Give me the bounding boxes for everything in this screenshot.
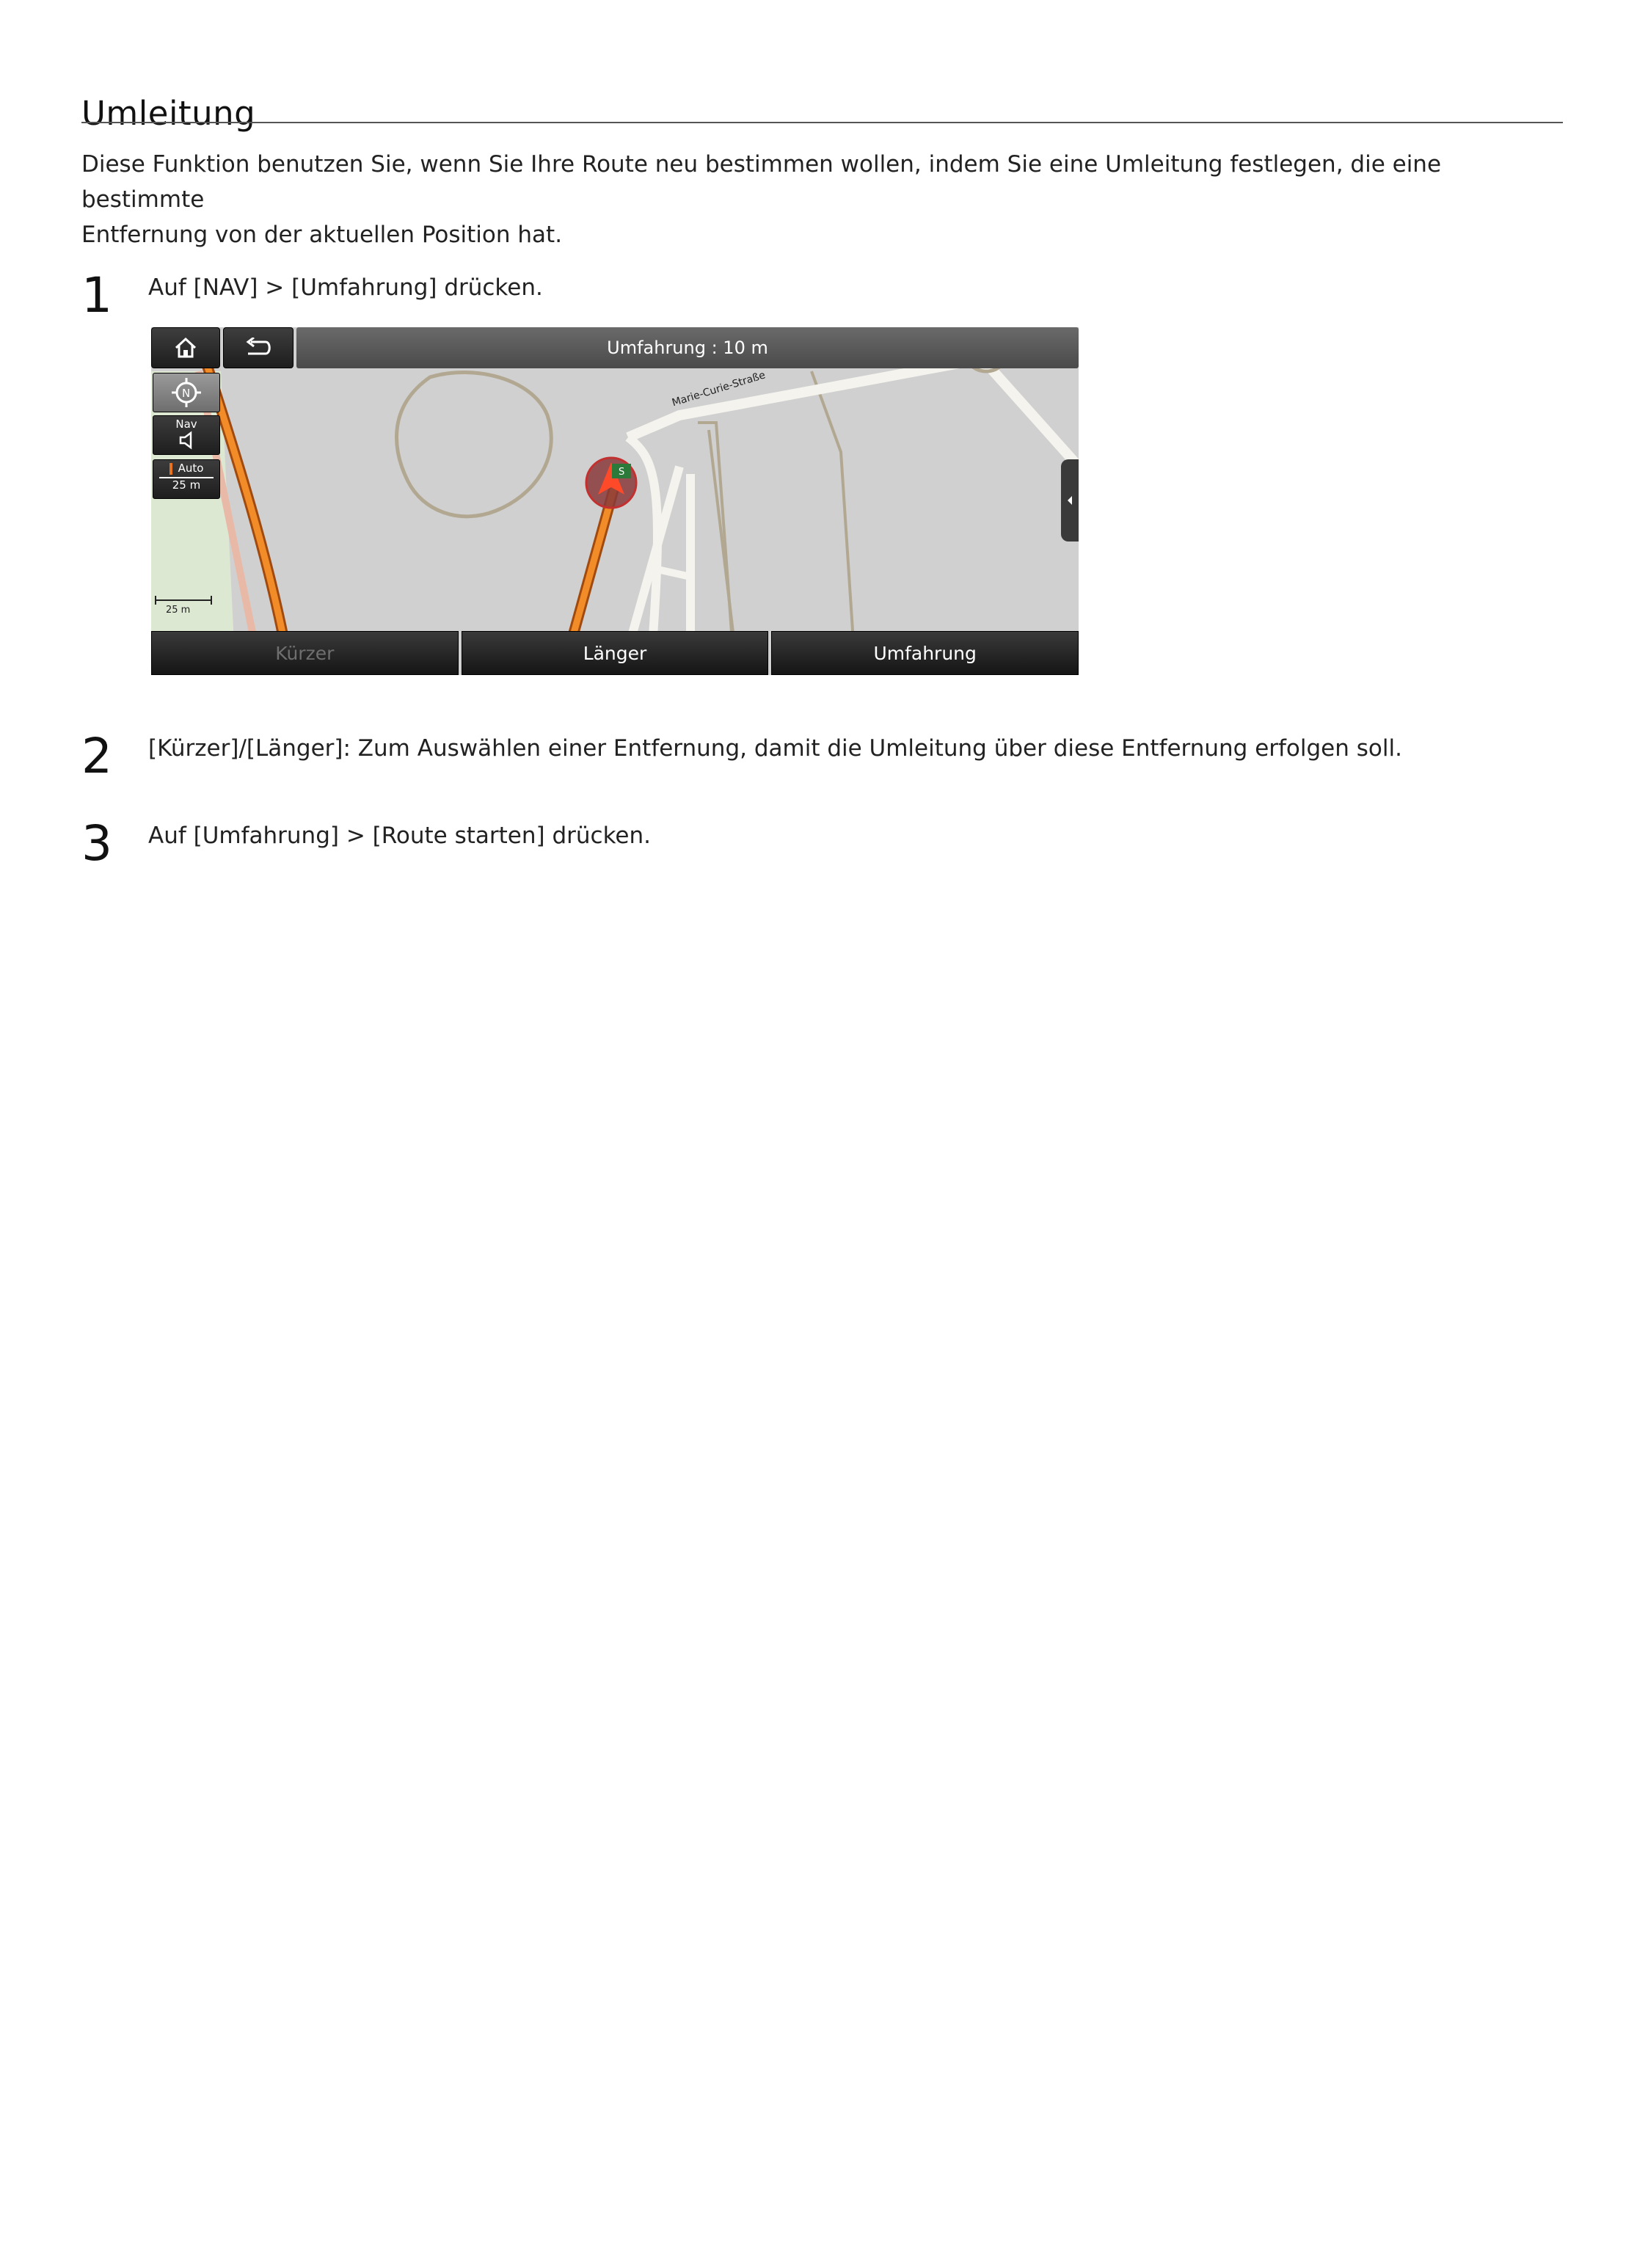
step-text-1: Auf [NAV] > [Umfahrung] drücken. bbox=[148, 274, 543, 301]
bottom-button-bar bbox=[151, 631, 1079, 675]
street-name-label: Marie-Curie-Straße bbox=[671, 369, 767, 409]
home-button[interactable] bbox=[151, 327, 220, 368]
shorter-button[interactable]: Kürzer bbox=[151, 631, 459, 675]
intro-line-1: Diese Funktion benutzen Sie, wenn Sie Ihre Route neu bestimmen wollen, indem Sie eine Umleitung festlegen, die eine bestimmte bbox=[81, 151, 1442, 213]
auto-scale-button[interactable] bbox=[153, 459, 220, 499]
north-compass-icon bbox=[170, 376, 203, 409]
chevron-left-icon bbox=[1066, 495, 1073, 506]
side-panel-toggle[interactable] bbox=[1061, 459, 1079, 542]
svg-text:S: S bbox=[619, 467, 625, 478]
step-text-2: [Kürzer]/[Länger]: Zum Auswählen einer Entfernung, damit die Umleitung über diese Entfernung erfolgen soll. bbox=[148, 735, 1402, 762]
step-number-2: 2 bbox=[81, 728, 112, 784]
navigation-screenshot bbox=[151, 327, 1079, 675]
step-text-3: Auf [Umfahrung] > [Route starten] drücken. bbox=[148, 823, 651, 849]
step-number-3: 3 bbox=[81, 815, 112, 872]
title-divider bbox=[81, 122, 1563, 123]
step-number-1: 1 bbox=[81, 267, 112, 324]
compass-button[interactable] bbox=[153, 373, 220, 412]
detour-button[interactable]: Umfahrung bbox=[771, 631, 1079, 675]
nav-volume-label: Nav bbox=[175, 417, 197, 431]
auto-scale-value: 25 m bbox=[172, 478, 201, 492]
intro-paragraph bbox=[81, 147, 1564, 252]
page-title: Umleitung bbox=[81, 94, 256, 134]
longer-button[interactable]: Länger bbox=[462, 631, 769, 675]
auto-label: Auto bbox=[178, 462, 204, 475]
vehicle-position-icon bbox=[586, 458, 636, 508]
screen-header-title: Umfahrung : 10 m bbox=[296, 327, 1079, 368]
back-arrow-icon bbox=[244, 338, 273, 358]
home-icon bbox=[173, 337, 198, 359]
map-view bbox=[151, 327, 1079, 675]
back-button[interactable] bbox=[223, 327, 293, 368]
speaker-icon bbox=[178, 431, 195, 450]
intro-line-2: Entfernung von der aktuellen Position hat. bbox=[81, 222, 563, 248]
map-scale-label: 25 m bbox=[166, 605, 191, 616]
nav-volume-button[interactable] bbox=[153, 415, 220, 455]
auto-indicator bbox=[169, 463, 172, 475]
svg-text:N: N bbox=[182, 387, 191, 400]
